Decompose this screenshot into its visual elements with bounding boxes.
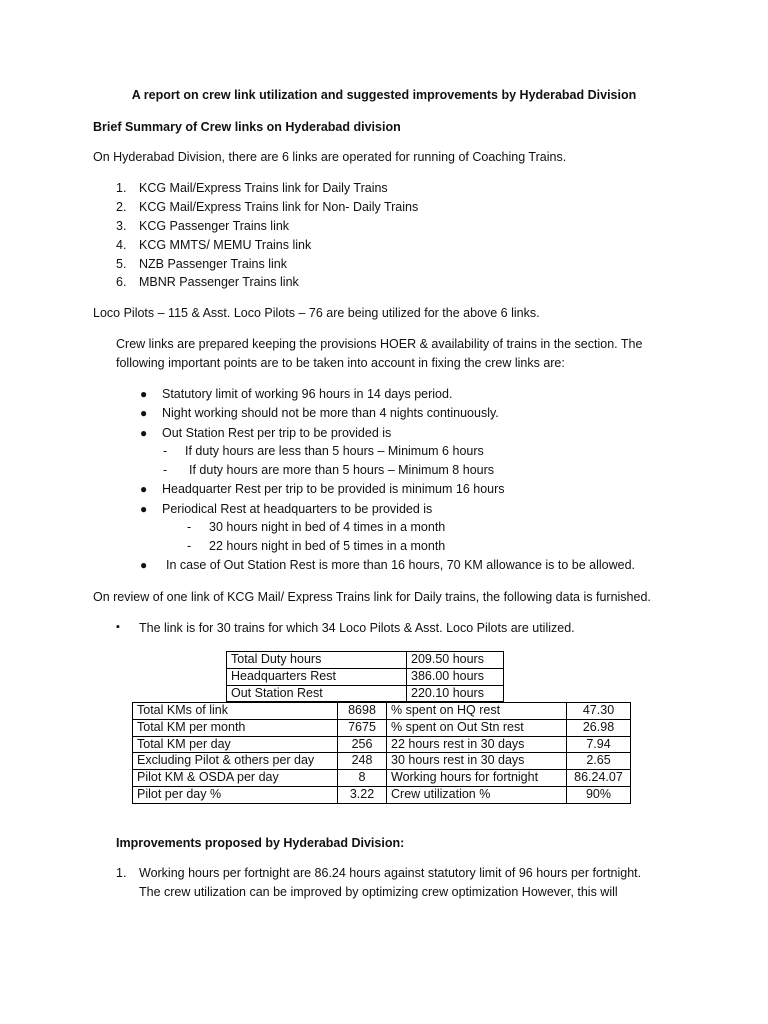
bullet-icon: ● xyxy=(140,426,148,440)
table-row xyxy=(133,770,631,787)
table-cell: Crew utilization % xyxy=(387,786,567,803)
table-cell: Total KM per day xyxy=(133,736,338,753)
duty-hours-table xyxy=(226,651,504,702)
table-cell: Pilot KM & OSDA per day xyxy=(133,770,338,787)
table-row xyxy=(133,703,631,720)
table-cell: 256 xyxy=(338,736,387,753)
table-row xyxy=(133,736,631,753)
table-row xyxy=(133,719,631,736)
bullet-icon: ● xyxy=(140,482,148,496)
crew-links-paragraph-line2: following important points are to be taken into account in fixing the crew links are: xyxy=(116,356,565,370)
table-cell: 220.10 hours xyxy=(407,685,504,702)
list-item: 6. xyxy=(116,275,127,289)
list-item: 2. xyxy=(116,200,127,214)
table-row xyxy=(133,753,631,770)
list-item-text: KCG Mail/Express Trains link for Daily Trains xyxy=(139,181,388,195)
table-cell: Total KMs of link xyxy=(133,703,338,720)
table-cell: 8698 xyxy=(338,703,387,720)
list-item: 30 hours night in bed of 4 times in a month xyxy=(209,520,446,534)
table-cell: 7.94 xyxy=(567,736,631,753)
list-item: 4. xyxy=(116,238,127,252)
table-cell: 209.50 hours xyxy=(407,652,504,669)
list-item-text: NZB Passenger Trains link xyxy=(139,257,287,271)
table-cell: 26.98 xyxy=(567,719,631,736)
review-line: On review of one link of KCG Mail/ Express Trains link for Daily trains, the following data is furnished. xyxy=(93,590,651,604)
list-item: 22 hours night in bed of 5 times in a month xyxy=(209,539,446,553)
improvements-heading: Improvements proposed by Hyderabad Division: xyxy=(116,836,405,850)
table-cell: 7675 xyxy=(338,719,387,736)
table-cell: 2.65 xyxy=(567,753,631,770)
table-cell: 90% xyxy=(567,786,631,803)
list-item: If duty hours are less than 5 hours – Minimum 6 hours xyxy=(185,444,484,458)
table-row xyxy=(133,786,631,803)
pilots-line: Loco Pilots – 115 & Asst. Loco Pilots – 76 are being utilized for the above 6 links. xyxy=(93,306,540,320)
table-cell: 86.24.07 xyxy=(567,770,631,787)
table-cell: Out Station Rest xyxy=(227,685,407,702)
table-cell: Total Duty hours xyxy=(227,652,407,669)
list-item: 5. xyxy=(116,257,127,271)
table-cell: 386.00 hours xyxy=(407,668,504,685)
table-row xyxy=(227,685,504,702)
list-item: If duty hours are more than 5 hours – Minimum 8 hours xyxy=(189,463,495,477)
list-item: Out Station Rest per trip to be provided is xyxy=(162,426,392,440)
table-cell: 22 hours rest in 30 days xyxy=(387,736,567,753)
list-item-text: KCG MMTS/ MEMU Trains link xyxy=(139,238,312,252)
table-row xyxy=(227,668,504,685)
bullet-icon: ● xyxy=(140,502,148,516)
list-item-text: KCG Passenger Trains link xyxy=(139,219,290,233)
bullet-icon: ● xyxy=(140,387,148,401)
list-item: 1. xyxy=(116,866,127,880)
crew-statistics-table xyxy=(132,702,631,804)
table-cell: 30 hours rest in 30 days xyxy=(387,753,567,770)
table-cell: % spent on HQ rest xyxy=(387,703,567,720)
table-cell: Working hours for fortnight xyxy=(387,770,567,787)
table-cell: % spent on Out Stn rest xyxy=(387,719,567,736)
bullet-icon: ● xyxy=(140,558,148,572)
table-cell: Headquarters Rest xyxy=(227,668,407,685)
link-note: The link is for 30 trains for which 34 Loco Pilots & Asst. Loco Pilots are utilized. xyxy=(139,621,575,635)
square-bullet-icon: ▪ xyxy=(116,621,120,633)
improvement-text-line1: Working hours per fortnight are 86.24 hours against statutory limit of 96 hours per fortnight. xyxy=(139,866,642,880)
table-cell: 3.22 xyxy=(338,786,387,803)
table-row xyxy=(227,652,504,669)
list-item: Night working should not be more than 4 nights continuously. xyxy=(162,406,499,420)
list-item-text: KCG Mail/Express Trains link for Non- Daily Trains xyxy=(139,200,419,214)
list-item-text: MBNR Passenger Trains link xyxy=(139,275,299,289)
table-cell: Excluding Pilot & others per day xyxy=(133,753,338,770)
intro-text: On Hyderabad Division, there are 6 links are operated for running of Coaching Trains. xyxy=(93,150,567,164)
table-cell: 47.30 xyxy=(567,703,631,720)
list-item: Periodical Rest at headquarters to be provided is xyxy=(162,502,433,516)
crew-links-paragraph-line1: Crew links are prepared keeping the provisions HOER & availability of trains in the section. The xyxy=(116,337,643,351)
table-cell: Pilot per day % xyxy=(133,786,338,803)
dash-icon: - xyxy=(187,539,192,553)
table-cell: 8 xyxy=(338,770,387,787)
page-title: A report on crew link utilization and suggested improvements by Hyderabad Division xyxy=(131,88,637,102)
dash-icon: - xyxy=(187,520,192,534)
improvement-text-line2: The crew utilization can be improved by optimizing crew optimization However, this will xyxy=(139,885,618,899)
dash-icon: - xyxy=(163,444,168,458)
list-item: Statutory limit of working 96 hours in 14 days period. xyxy=(162,387,453,401)
table-cell: Total KM per month xyxy=(133,719,338,736)
list-item: In case of Out Station Rest is more than 16 hours, 70 KM allowance is to be allowed. xyxy=(166,558,636,572)
dash-icon: - xyxy=(163,463,168,477)
list-item: 1. xyxy=(116,181,127,195)
summary-heading: Brief Summary of Crew links on Hyderabad division xyxy=(93,120,401,134)
list-item: 3. xyxy=(116,219,127,233)
bullet-icon: ● xyxy=(140,406,148,420)
list-item: Headquarter Rest per trip to be provided is minimum 16 hours xyxy=(162,482,505,496)
table-cell: 248 xyxy=(338,753,387,770)
